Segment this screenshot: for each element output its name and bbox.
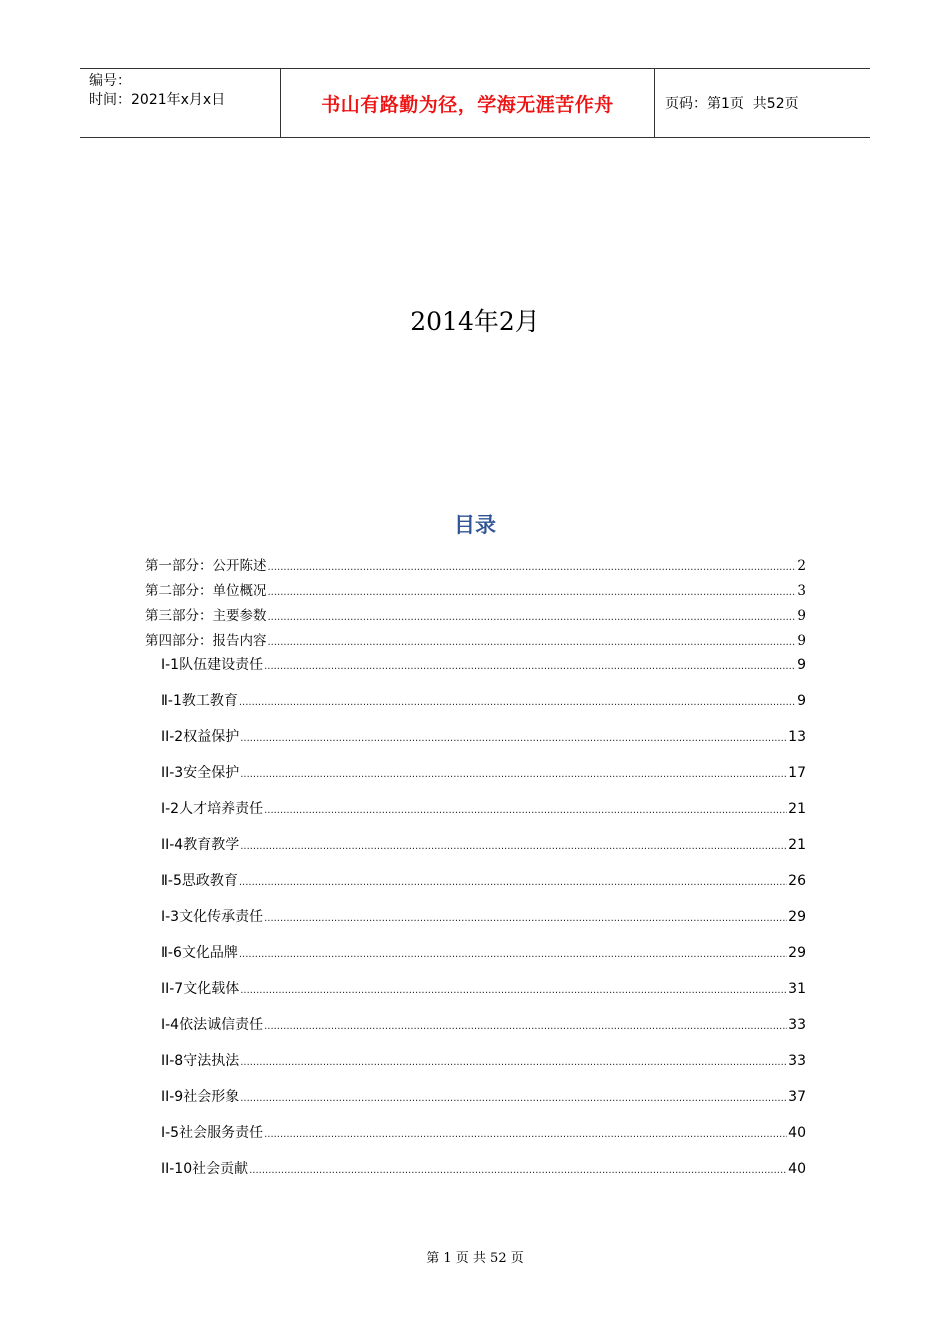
toc-item-label: I-3文化传承责任 bbox=[161, 909, 264, 925]
toc-leader bbox=[268, 633, 797, 649]
toc-title: 目录 bbox=[454, 513, 496, 537]
toc-item-label: 第四部分：报告内容 bbox=[145, 633, 267, 649]
toc-item-label: Ⅱ-1教工教育 bbox=[161, 693, 238, 709]
toc-item[interactable] bbox=[161, 942, 806, 962]
header-page-info-cell bbox=[655, 69, 870, 137]
toc-item-page: 9 bbox=[797, 608, 806, 624]
toc-item-page: 2 bbox=[797, 558, 806, 574]
toc-leader bbox=[264, 657, 796, 673]
toc-item-page: 21 bbox=[788, 837, 806, 853]
toc-item-page: 17 bbox=[788, 765, 806, 781]
toc-item[interactable] bbox=[161, 906, 806, 926]
toc-item-label: I-5社会服务责任 bbox=[161, 1125, 264, 1141]
toc-leader bbox=[240, 729, 787, 745]
toc-item-label: 第二部分：单位概况 bbox=[145, 583, 267, 599]
toc-item-label: II-7文化载体 bbox=[161, 981, 240, 997]
toc-item-page: 29 bbox=[788, 945, 806, 961]
toc-item[interactable] bbox=[161, 654, 806, 674]
toc-item-label: II-9社会形象 bbox=[161, 1089, 240, 1105]
toc-item-page: 40 bbox=[788, 1161, 806, 1177]
toc-item-page: 13 bbox=[788, 729, 806, 745]
toc-item[interactable] bbox=[161, 1086, 806, 1106]
toc-item-page: 9 bbox=[797, 693, 806, 709]
number-label: 编号： bbox=[89, 73, 131, 89]
toc-item-page: 31 bbox=[788, 981, 806, 997]
toc-item-page: 33 bbox=[788, 1053, 806, 1069]
time-label: 时间：2021年x月x日 bbox=[89, 92, 226, 108]
toc-item-label: 第三部分：主要参数 bbox=[145, 608, 267, 624]
toc-leader bbox=[239, 873, 787, 889]
toc-item-label: I-1队伍建设责任 bbox=[161, 657, 264, 673]
toc-leader bbox=[239, 945, 787, 961]
toc-item-label: Ⅱ-6文化品牌 bbox=[161, 945, 238, 961]
toc-leader bbox=[264, 1125, 787, 1141]
header-meta-cell bbox=[80, 69, 281, 137]
toc-item-label: II-3安全保护 bbox=[161, 765, 240, 781]
toc-item[interactable] bbox=[161, 978, 806, 998]
toc-item[interactable] bbox=[145, 604, 806, 624]
toc-item[interactable] bbox=[161, 834, 806, 854]
toc-item-label: I-4依法诚信责任 bbox=[161, 1017, 264, 1033]
toc-item[interactable] bbox=[145, 554, 806, 574]
document-date: 2014年2月 bbox=[410, 307, 540, 336]
toc-leader bbox=[268, 608, 797, 624]
toc-item[interactable] bbox=[161, 1014, 806, 1034]
toc-item-page: 37 bbox=[788, 1089, 806, 1105]
toc-item-page: 3 bbox=[797, 583, 806, 599]
toc-leader bbox=[268, 583, 797, 599]
toc-leader bbox=[264, 1017, 787, 1033]
toc-leader bbox=[249, 1161, 787, 1177]
toc-item[interactable] bbox=[161, 798, 806, 818]
toc-item[interactable] bbox=[161, 726, 806, 746]
toc-item-page: 26 bbox=[788, 873, 806, 889]
toc-item-label: II-10社会贡献 bbox=[161, 1161, 249, 1177]
toc-item[interactable] bbox=[161, 1050, 806, 1070]
toc-leader bbox=[264, 909, 787, 925]
document-header bbox=[80, 68, 870, 138]
toc-leader bbox=[240, 981, 787, 997]
toc-item-page: 9 bbox=[797, 633, 806, 649]
toc-item-label: II-8守法执法 bbox=[161, 1053, 240, 1069]
toc-leader bbox=[240, 765, 787, 781]
toc-item-page: 9 bbox=[797, 657, 806, 673]
toc-item-page: 40 bbox=[788, 1125, 806, 1141]
page-footer: 第 1 页 共 52 页 bbox=[426, 1251, 524, 1266]
toc-item[interactable] bbox=[145, 629, 806, 649]
toc-item-page: 33 bbox=[788, 1017, 806, 1033]
toc-leader bbox=[240, 837, 787, 853]
toc-leader bbox=[240, 1053, 787, 1069]
header-page-info: 页码：第1页 共52页 bbox=[665, 96, 799, 112]
header-motto: 书山有路勤为径，学海无涯苦作舟 bbox=[281, 69, 655, 137]
toc-item[interactable] bbox=[161, 1158, 806, 1178]
toc-item-label: I-2人才培养责任 bbox=[161, 801, 264, 817]
toc-item-label: Ⅱ-5思政教育 bbox=[161, 873, 238, 889]
toc-item[interactable] bbox=[161, 870, 806, 890]
toc-leader bbox=[268, 558, 797, 574]
toc-item-page: 29 bbox=[788, 909, 806, 925]
toc-leader bbox=[239, 693, 796, 709]
toc-item[interactable] bbox=[161, 690, 806, 710]
toc-item-label: II-4教育教学 bbox=[161, 837, 240, 853]
toc-leader bbox=[240, 1089, 787, 1105]
toc-item[interactable] bbox=[161, 762, 806, 782]
toc-leader bbox=[264, 801, 787, 817]
toc-item-label: II-2权益保护 bbox=[161, 729, 240, 745]
toc-item-label: 第一部分：公开陈述 bbox=[145, 558, 267, 574]
toc-item-page: 21 bbox=[788, 801, 806, 817]
toc-item[interactable] bbox=[161, 1122, 806, 1142]
toc-item[interactable] bbox=[145, 579, 806, 599]
